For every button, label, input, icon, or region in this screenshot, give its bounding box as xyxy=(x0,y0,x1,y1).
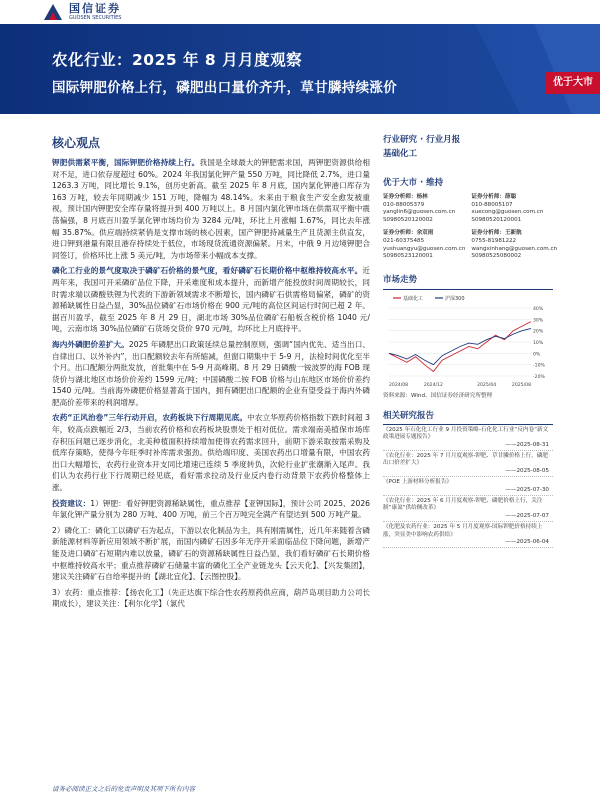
paragraph-body: 2）磷化工：磷化工以磷矿石为起点，下游以农化制品为主，具有刚需属性，近几年来随着含磷新能源材料等新应用领域不断扩展，而国内磷矿石因多年无序开采面临品位下降问题，新增产能及进口磷矿石短期内难以放量，磷矿石的资源稀缺属性日益凸显，我们看好磷矿石长期价格中枢维持较高水平；重点推荐磷矿石储量丰富的磷化工全产业链龙头【云天化】、【兴发集团】，建议关注磷矿石自给率提升的【湖北宜化】、【云图控股】。 xyxy=(52,525,370,582)
paragraph xyxy=(52,587,370,610)
analyst-list xyxy=(383,194,558,261)
section-title: 核心观点 xyxy=(52,136,101,150)
related-list xyxy=(383,427,553,549)
logo-cn: 国信证券 xyxy=(69,2,121,15)
paragraph xyxy=(52,412,370,493)
paragraph-lead: 投资建议： xyxy=(52,498,91,508)
paragraph-body: 2025 年磷肥出口政策延续总量控制原则，强调“国内优先、适当出口、自律出口、以外补内”，出口配额较去年有所缩减，但窗口期集中于 5-9 月，法检时间优化至半个月。出口配额分两批发放，首批集中在 5-9 月高峰期。8 月 29 日磷酸一铵波罗的海 FOB 现货价与湖北地区市场价价差约 1599 元/吨；中国磷酸二铵 FOB 价格与山东地区市场价价差约 1540 元/吨。当前海外磷肥价格显著高于国内，拥有磷肥出口配额的企业有望受益于海内外磷肥高价差带来的利润增厚。 xyxy=(52,339,371,407)
chart-x-tick-label: 2024/08 xyxy=(389,382,409,388)
analyst-email[interactable]: xuecong@guosen.com.cn xyxy=(471,209,544,216)
related-report-date: ——2025-06-04 xyxy=(383,539,553,548)
analyst-name: 证券分析师：余双雨 xyxy=(383,230,434,237)
sidebar xyxy=(383,134,558,548)
chart-y-tick-label: -20% xyxy=(533,374,545,380)
main-content xyxy=(52,134,370,614)
analyst-name: 证券分析师：王新航 xyxy=(471,230,522,237)
paragraph-body: 1）钾肥：看好钾肥资源稀缺属性，重点推荐【亚钾国际】，预计公司 2025、2026 年氯化钾产量分别为 280 万吨、400 万吨，前三个百万吨完全满产有望达到 500 万吨产量。 xyxy=(52,498,371,520)
related-report-title[interactable]: 《2025 年石化化工行业 9 月投资策略-石化化工行业“反内卷”新文政策进展专题报告》 xyxy=(383,426,549,441)
analyst-cert: S0980520120002 xyxy=(383,216,433,223)
analyst-email[interactable]: wangxinhang@guosen.com.cn xyxy=(471,245,558,252)
related-report-date: ——2025-07-30 xyxy=(383,487,553,496)
chart-y-tick-label: 20% xyxy=(533,329,544,335)
related-report-title[interactable]: 《化肥及农药行业：2025 年 5 月月度观察-国际钾肥价格持续上涨，突显美中影响农药供给》 xyxy=(383,524,543,538)
rating-badge: 优于大市 xyxy=(546,72,600,94)
chart-y-tick-label: -10% xyxy=(533,363,545,369)
banner-decoration xyxy=(410,24,600,114)
analyst-card xyxy=(471,194,557,224)
chart-y-tick-label: 40% xyxy=(533,306,544,312)
chart-legend-label: 沪深300 xyxy=(445,295,465,302)
paragraph-lead: 农药“正风治卷”三年行动开启，农药板块下行周期见底。 xyxy=(52,413,248,423)
related-report-title[interactable]: 《POE 上游材料分析报告》 xyxy=(383,479,453,486)
market-trend-chart xyxy=(383,289,553,389)
analyst-email[interactable]: yanglin6@guosen.com.cn xyxy=(383,209,456,216)
analyst-card xyxy=(383,194,465,224)
related-report-title[interactable]: 《农化行业：2025 年 7 月月度观察-钾肥、草甘膦价格上行，磷肥出口价差扩大》 xyxy=(383,452,548,467)
chart-title: 市场走势 xyxy=(383,274,418,285)
paragraph-lead: 钾肥供需紧平衡，国际钾肥价格持续上行。 xyxy=(52,158,200,167)
paragraph-body: 近两年来，我国可开采磷矿品位下降，开采难度和成本提升，而新增产能投放时间周期较长，同时需求端以磷酸铁锂为代表的下游新领域需求不断增长，国内磷矿石供需格局偏紧，磷矿的资源稀缺属性日益凸显，30%品位磷矿石市场价格在 900 元/吨的高位区间运行时间已超 2 年。据百川盈孚，截至 2025 年 8 月 29 日，湖北市场 30%品位磷矿石船板含税价格 1040 元/吨，云南市场 30%品位磷矿石货场交货价 970 元/吨，均环比上月底持平。 xyxy=(52,266,370,334)
paragraph-body: 中农立华原药价格指数下跌时间超 3 年，较高点跌幅近 2/3，当前农药价格和农药板块股票处于相对低位。需求端南美植保市场库存积压问题已逐步消化，北美种植面积持续增加使得农药需求回升，前期下游采取按需采购及低库存策略，使得今年旺季时补库需求强劲。供给端印度、美国农药出口增量有限，中国农药出口大幅增长，农药行业资本开支同比增速已连续 5 季度转负，次轮行业扩张潮渐入尾声。我们认为农药行业下行周期已经见底，看好需求拉动及行业反内卷行动背景下农药价格整体上涨。 xyxy=(52,413,370,493)
related-report-title[interactable]: 《农化行业：2025 年 6 月月度观察-钾肥、磷肥价格上行，关注制“康氮”供给侧改革》 xyxy=(383,498,543,512)
report-title: 农化行业：2025 年 8 月月度观察 xyxy=(52,51,303,69)
chart-y-tick-label: 30% xyxy=(533,318,544,324)
paragraph xyxy=(52,498,370,521)
analyst-phone: 0755-81981222 xyxy=(471,237,517,244)
paragraph-lead: 磷化工行业的景气度取决于磷矿石价格的景气度，看好磷矿石长期价格中枢维持较高水平。 xyxy=(52,266,363,276)
analyst-phone: 010-88005379 xyxy=(383,201,425,208)
analyst-card xyxy=(383,230,465,260)
analyst-card xyxy=(471,230,557,260)
company-logo xyxy=(42,2,121,22)
chart-x-tick-label: 2025/04 xyxy=(477,382,497,388)
analyst-name: 证券分析师：杨林 xyxy=(383,194,428,200)
paragraph-lead: 海内外磷肥价差扩大。 xyxy=(52,339,129,349)
related-report-date: ——2025-08-31 xyxy=(383,442,553,451)
chart-legend-label: 基础化工 xyxy=(403,295,424,302)
disclaimer-note: 请务必阅读正文之后的免责声明及其项下所有内容 xyxy=(52,785,195,793)
chart-source: 资料来源：Wind、国信证券经济研究所整理 xyxy=(383,392,493,399)
analyst-cert: S0980525080002 xyxy=(471,253,522,260)
paragraph-body: 我国是全球最大的钾肥需求国，两钾肥资源供给相对不足，进口依存度超过 60%。2024 年我国氯化钾产量 550 万吨，同比降低 2.7%，进口量 1263.3 万吨，同比增长 9.1%，创历史新高。截至 2025 年 8 月底，国内氯化钾港口库存为 163 万吨，较去年同期减少 151 万吨，降幅为 48.14%。未来由于粮食生产安全愈发被重视，预计国内钾肥安全库存量将提升到 400 万吨以上。8 月国内氯化钾市场在供需双平衡中震荡偏强，8 月底百川盈孚氯化钾市场均价为 3284 元/吨，环比上月涨幅 1.67%，同比去年涨幅 35.87%。供应端持续紧俏是支撑市场的核心因素，国产钾肥持减量生产且货源主供直发，进口钾到港量有限且港存持续处于低位，市场现货流通资源偏紧。月末，中俄 9 月边境钾肥合同签订，价格环比上涨 5 美元/吨，为市场带来小幅成本支撑。 xyxy=(52,158,371,260)
sector-name: 基础化工 xyxy=(383,149,418,159)
report-type: 行业研究 · 行业月报 xyxy=(383,135,461,145)
paragraph xyxy=(52,339,370,409)
related-title: 相关研究报告 xyxy=(383,409,553,425)
related-report-date: ——2025-08-05 xyxy=(383,468,553,477)
title-banner xyxy=(0,24,600,114)
analyst-name: 证券分析师：薛聪 xyxy=(471,194,517,200)
analyst-phone: 010-88005107 xyxy=(471,201,513,208)
analyst-cert: S0980523120001 xyxy=(383,253,433,260)
analyst-phone: 021-60375485 xyxy=(383,237,425,244)
paragraph-body: 3）农药：重点推荐：【扬农化工】（先正达旗下综合性农药原药供应商，葫芦岛项目助力公司长期成长），建议关注：【利尔化学】（氯代 xyxy=(52,587,370,609)
chart-y-tick-label: 0% xyxy=(533,352,541,358)
analyst-email[interactable]: yushuangyu@guosen.com.cn xyxy=(383,245,466,252)
top-bar xyxy=(0,0,600,24)
logo-en: GUOSEN SECURITIES xyxy=(69,15,122,21)
paragraph xyxy=(52,525,370,583)
related-report-date: ——2025-07-07 xyxy=(383,513,553,522)
chart-y-tick-label: 10% xyxy=(533,340,544,346)
paragraph xyxy=(52,265,370,335)
rating-line: 优于大市 · 维持 xyxy=(383,178,444,188)
paragraph xyxy=(52,157,370,261)
report-subtitle: 国际钾肥价格上行，磷肥出口量价齐升，草甘膦持续涨价 xyxy=(52,80,397,96)
chart-x-tick-label: 2025/08 xyxy=(511,382,531,388)
guosen-logo-icon xyxy=(42,2,64,22)
chart-x-tick-label: 2024/12 xyxy=(423,382,443,388)
analyst-cert: S0980520120001 xyxy=(471,216,522,223)
